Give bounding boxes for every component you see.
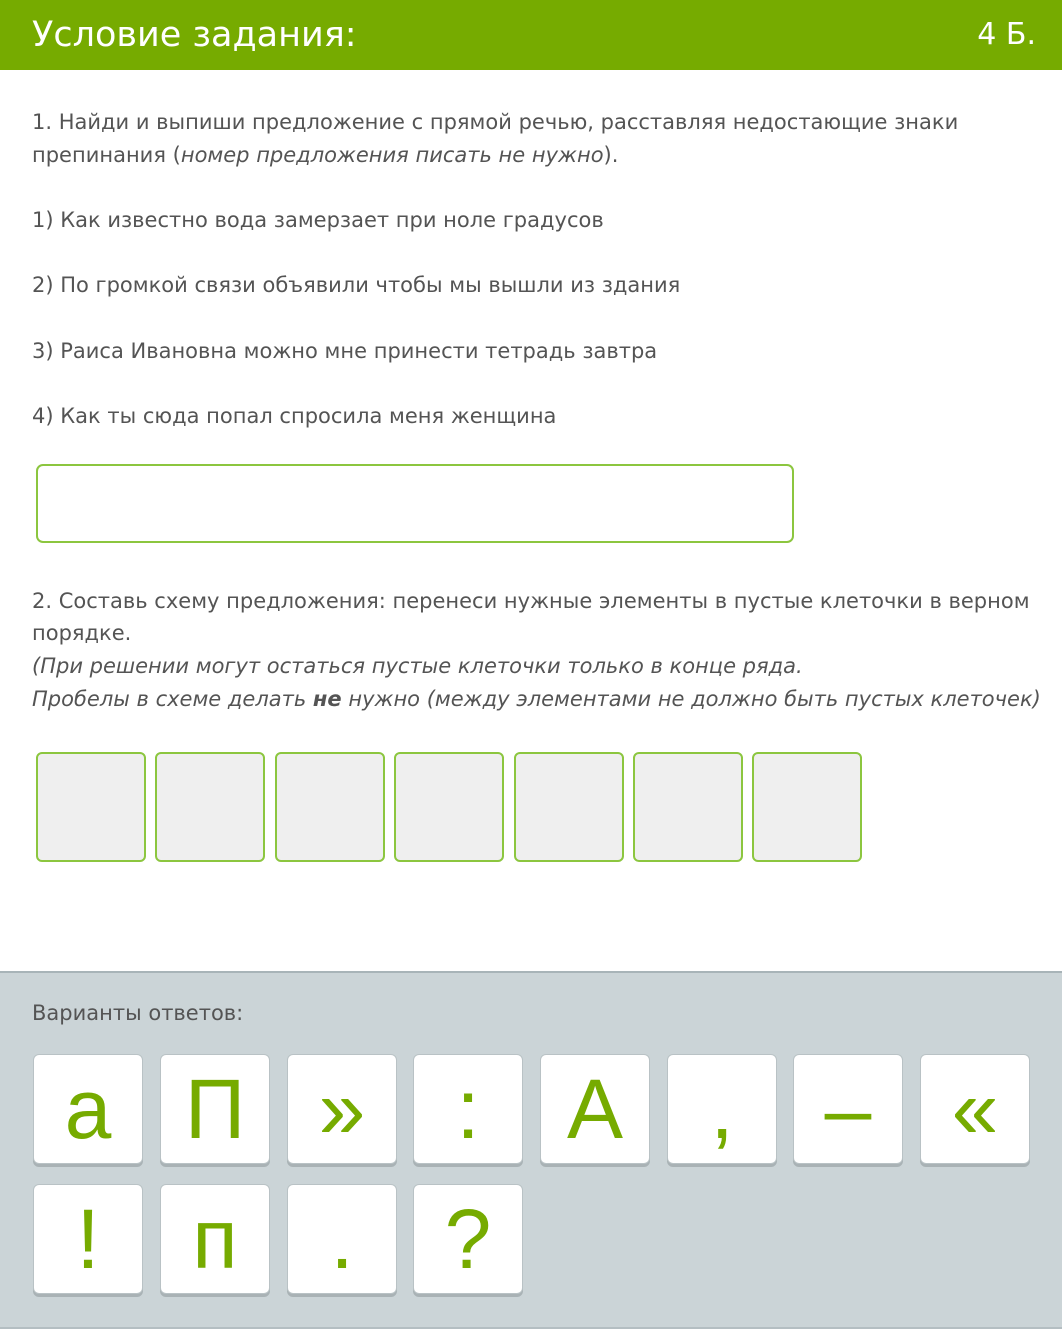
scheme-slot-4[interactable] (394, 752, 504, 862)
answer-options-label: Варианты ответов: (32, 1001, 244, 1025)
answer-tile-lowercase-p[interactable]: п (160, 1184, 270, 1294)
task2-note-bold: не (312, 687, 342, 711)
task2-note-line1: (При решении могут остаться пустые клеточки только в конце ряда. (32, 654, 803, 678)
scheme-slot-5[interactable] (514, 752, 624, 862)
answer-tile-dash[interactable]: – (793, 1054, 903, 1164)
answer-tile-question[interactable]: ? (413, 1184, 523, 1294)
answer-tile-comma[interactable]: , (667, 1054, 777, 1164)
task1-instruction-suffix: ). (603, 143, 619, 167)
answer-tile-exclamation[interactable]: ! (33, 1184, 143, 1294)
answer-tile-uppercase-a[interactable]: А (540, 1054, 650, 1164)
task2-instruction-line2: порядке. (32, 621, 132, 645)
answer-tile-lowercase-a[interactable]: а (33, 1054, 143, 1164)
task2-note-prefix: Пробелы в схеме делать (32, 687, 313, 711)
page-title: Условие задания: (32, 15, 357, 55)
scheme-slot-6[interactable] (633, 752, 743, 862)
task1-instruction-line1: 1. Найди и выпиши предложение с прямой речью, расставляя недостающие знаки (32, 110, 959, 134)
scheme-slot-2[interactable] (155, 752, 265, 862)
scheme-slot-3[interactable] (275, 752, 385, 862)
sentence-2: 2) По громкой связи объявили чтобы мы вышли из здания (32, 273, 681, 297)
task2-instruction-line1: 2. Составь схему предложения: перенеси нужные элементы в пустые клеточки в верном (32, 589, 1030, 613)
task1-instruction-prefix: препинания ( (32, 143, 181, 167)
sentence-3: 3) Раиса Ивановна можно мне принести тетрадь завтра (32, 339, 658, 363)
task1-instruction-line2 (32, 139, 618, 171)
answer-tile-period[interactable]: . (287, 1184, 397, 1294)
points-badge: 4 Б. (977, 17, 1036, 52)
scheme-slot-1[interactable] (36, 752, 146, 862)
sentence-1: 1) Как известно вода замерзает при ноле градусов (32, 208, 604, 232)
task2-note-line2 (32, 683, 1041, 715)
answer-input[interactable] (36, 464, 794, 543)
scheme-slot-7[interactable] (752, 752, 862, 862)
answer-tile-closing-quote[interactable]: » (287, 1054, 397, 1164)
task2-note-suffix: нужно (между элементами не должно быть пустых клеточек) (341, 687, 1041, 711)
sentence-4: 4) Как ты сюда попал спросила меня женщина (32, 404, 557, 428)
answer-tile-colon[interactable]: : (413, 1054, 523, 1164)
answer-tile-uppercase-p[interactable]: П (160, 1054, 270, 1164)
answer-options-panel (0, 971, 1062, 1329)
answer-tile-opening-quote[interactable]: « (920, 1054, 1030, 1164)
task1-instruction-italic: номер предложения писать не нужно (180, 143, 604, 167)
header-bar (0, 0, 1062, 70)
